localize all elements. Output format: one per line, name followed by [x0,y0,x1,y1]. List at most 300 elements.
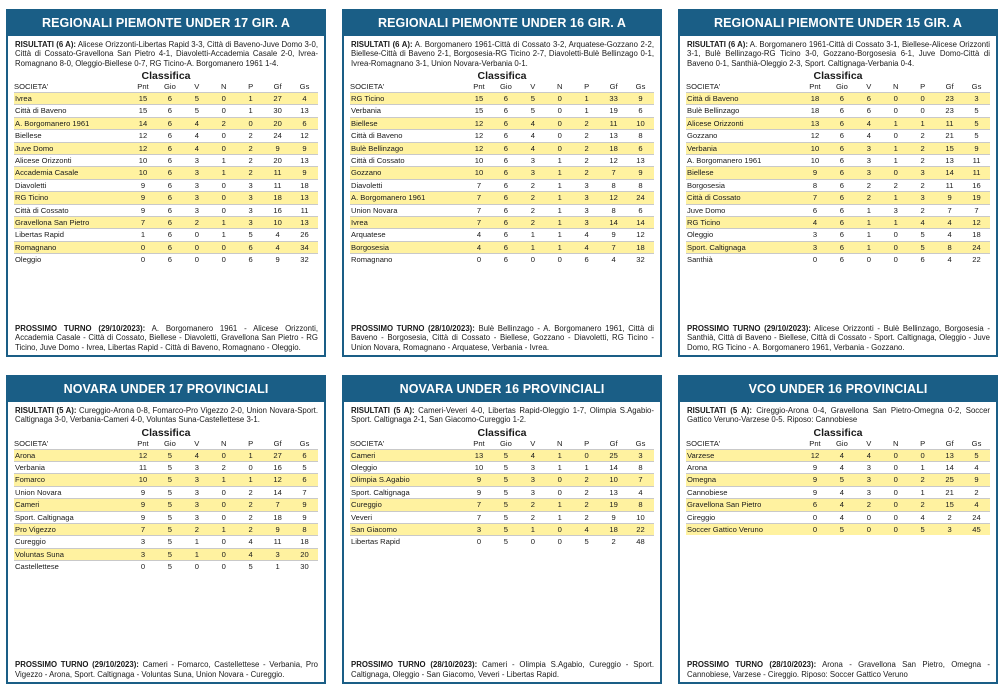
next-round-label: PROSSIMO TURNO (28/10/2023): [351,660,478,670]
column-header: V [866,438,872,448]
team-name: Diavoletti [14,179,130,191]
table-row [350,192,654,204]
column-header: SOCIETA' [686,438,721,448]
team-name: Gravellona San Pietro [686,499,802,511]
panel-title: VCO UNDER 16 PROVINCIALI [680,377,996,402]
stat-cell: 1 [855,216,882,228]
stat-cell: 0 [909,92,936,104]
stat-cell: 5 [963,105,990,117]
team-name: Union Novara [350,204,466,216]
stat-cell: 5 [183,105,210,117]
next-round-body: Alicese Orizzonti - Bulè Bellinzago, Borgosesia - Santhià, Città di Baveno - Biellese, Città di Cossato - Sport. Caltignaga, Oleggio - Juve Domo, RG Ticino - A. Borgomanero 1961, Verbania - Gozzano. [687,324,991,352]
stat-cell: 5 [963,130,990,142]
table-row [14,154,318,166]
stat-cell: 4 [936,216,963,228]
stat-cell: 0 [573,449,600,461]
stat-cell: 18 [600,142,627,154]
column-header: P [584,438,590,448]
stat-cell: 6 [156,254,183,266]
table-row [14,229,318,241]
table-row [350,92,654,104]
stat-cell: 4 [855,117,882,129]
stat-cell: 3 [183,462,210,474]
stat-cell: 1 [546,179,573,191]
stat-cell: 0 [183,561,210,573]
stat-cell: 1 [264,561,291,573]
team-name: A. Borgomanero 1961 [686,154,802,166]
stat-cell: 0 [210,254,237,266]
stat-cell: 5 [156,474,183,486]
stat-cell: 3 [573,204,600,216]
team-name: Cireggio [686,511,802,523]
stat-cell: 4 [828,499,855,511]
stat-cell: 2 [519,511,546,523]
stat-cell: 6 [828,167,855,179]
next-round-label: PROSSIMO TURNO (29/10/2023): [15,660,139,670]
stat-cell: 19 [963,192,990,204]
classifica-title: Classifica [813,426,863,439]
stat-cell: 6 [156,154,183,166]
stat-cell: 6 [828,105,855,117]
column-header: Gf [945,438,954,448]
team-name: Castellettese [14,561,130,573]
stat-cell: 2 [210,462,237,474]
stat-cell: 0 [882,449,909,461]
standings-table [350,82,654,266]
classifica-title: Classifica [813,69,863,82]
next-round-text [687,324,990,352]
team-name: A. Borgomanero 1961 [350,192,466,204]
stat-cell: 1 [210,229,237,241]
stat-cell: 1 [546,167,573,179]
stat-cell: 2 [237,130,264,142]
stat-cell: 6 [492,105,519,117]
stat-cell: 11 [963,154,990,166]
table-row [686,92,990,104]
team-name: Juve Domo [14,142,130,154]
team-name: Ivrea [350,216,466,228]
panel-title: NOVARA UNDER 17 PROVINCIALI [8,377,324,402]
stat-cell: 0 [210,449,237,461]
stat-cell: 25 [936,474,963,486]
table-row [686,130,990,142]
column-header: P [584,81,590,91]
stat-cell: 1 [237,449,264,461]
table-row [350,130,654,142]
team-name: A. Borgomanero 1961 [14,117,130,129]
stat-cell: 2 [909,130,936,142]
stat-cell: 26 [291,229,318,241]
panel-title: REGIONALI PIEMONTE UNDER 15 GIR. A [680,11,996,36]
stat-cell: 1 [183,536,210,548]
stat-cell: 20 [291,548,318,560]
stat-cell: 9 [936,192,963,204]
stat-cell: 2 [573,486,600,498]
stat-cell: 1 [546,241,573,253]
team-name: Arquatese [350,229,466,241]
table-row [14,511,318,523]
stat-cell: 0 [210,511,237,523]
stat-cell: 4 [183,142,210,154]
stat-cell: 9 [963,142,990,154]
stat-cell: 6 [492,154,519,166]
stat-cell: 0 [546,105,573,117]
stat-cell: 20 [264,154,291,166]
stat-cell: 9 [466,474,493,486]
stat-cell: 5 [492,462,519,474]
stat-cell: 9 [264,254,291,266]
team-name: Diavoletti [350,179,466,191]
results-label: RISULTATI (6 A): [15,40,77,49]
classifica-title: Classifica [477,426,527,439]
stat-cell: 6 [492,117,519,129]
table-row [14,548,318,560]
stat-cell: 5 [828,474,855,486]
stat-cell: 1 [210,216,237,228]
team-name: Ivrea [14,92,130,104]
column-header: V [194,81,200,91]
stat-cell: 9 [291,511,318,523]
stat-cell: 4 [828,449,855,461]
stat-cell: 4 [909,511,936,523]
team-name: Union Novara [14,486,130,498]
column-header: N [221,81,227,91]
stat-cell: 2 [183,524,210,536]
stat-cell: 2 [909,474,936,486]
stat-cell: 4 [466,241,493,253]
stat-cell: 2 [237,486,264,498]
stat-cell: 12 [264,474,291,486]
stat-cell: 0 [519,536,546,548]
stat-cell: 2 [909,154,936,166]
stat-cell: 1 [546,204,573,216]
stat-cell: 5 [492,449,519,461]
stat-cell: 3 [882,204,909,216]
stat-cell: 11 [936,117,963,129]
next-round-text [15,660,318,679]
stat-cell: 18 [291,536,318,548]
stat-cell: 10 [627,511,654,523]
stat-cell: 3 [183,204,210,216]
stat-cell: 2 [519,216,546,228]
stat-cell: 9 [802,486,829,498]
team-name: Città di Cossato [686,192,802,204]
column-header: SOCIETA' [14,81,49,91]
stat-cell: 2 [855,499,882,511]
stat-cell: 8 [936,241,963,253]
stat-cell: 15 [466,105,493,117]
stat-cell: 3 [183,499,210,511]
stat-cell: 8 [627,462,654,474]
stat-cell: 0 [546,142,573,154]
stat-cell: 1 [519,229,546,241]
stat-cell: 0 [546,130,573,142]
table-row [14,524,318,536]
team-name: Sport. Caltignaga [686,241,802,253]
stat-cell: 1 [210,167,237,179]
stat-cell: 13 [627,154,654,166]
stat-cell: 6 [802,499,829,511]
stat-cell: 7 [130,216,157,228]
stat-cell: 6 [828,130,855,142]
stat-cell: 1 [519,241,546,253]
stat-cell: 3 [909,167,936,179]
stat-cell: 12 [600,192,627,204]
stat-cell: 2 [210,117,237,129]
table-header-row [350,82,654,93]
stat-cell: 20 [264,117,291,129]
stat-cell: 18 [802,105,829,117]
stat-cell: 6 [492,130,519,142]
table-row [686,179,990,191]
stat-cell: 7 [264,499,291,511]
stat-cell: 9 [130,499,157,511]
stat-cell: 10 [466,154,493,166]
stat-cell: 3 [237,179,264,191]
stat-cell: 6 [828,179,855,191]
stat-cell: 12 [466,117,493,129]
stat-cell: 19 [600,105,627,117]
team-name: Città di Baveno [14,105,130,117]
team-name: Arona [686,462,802,474]
stat-cell: 0 [130,254,157,266]
stat-cell: 1 [573,462,600,474]
stat-cell: 4 [802,216,829,228]
stat-cell: 9 [600,229,627,241]
table-row [14,130,318,142]
column-header: P [920,81,926,91]
stat-cell: 1 [882,142,909,154]
stat-cell: 9 [627,92,654,104]
stat-cell: 14 [130,117,157,129]
table-row [686,167,990,179]
stat-cell: 14 [600,216,627,228]
stat-cell: 0 [855,524,882,536]
stat-cell: 5 [237,561,264,573]
stat-cell: 5 [156,524,183,536]
column-header: Gs [971,438,982,448]
stat-cell: 30 [264,105,291,117]
stat-cell: 12 [291,130,318,142]
results-body: A. Borgomanero 1961-Città di Cossato 3-1, Biellese-Alicese Orizzonti 3-1, Bulè Bellinzago-RG Ticino 3-0, Gozzano-Borgosesia 6-1, Juve Domo-Città di Baveno 0-1, Santhià-Oleggio 2-3, Sport. Caltignaga-Verbania 0-4. [687,40,990,68]
table-row [686,154,990,166]
stat-cell: 6 [828,216,855,228]
table-row [350,179,654,191]
stat-cell: 5 [963,449,990,461]
standings-table [686,439,990,536]
column-header: Pnt [809,81,821,91]
stat-cell: 10 [264,216,291,228]
column-header: Gs [635,81,646,91]
stat-cell: 5 [156,561,183,573]
stat-cell: 1 [183,548,210,560]
stat-cell: 11 [264,167,291,179]
standings-table [686,82,990,266]
table-row [14,561,318,573]
results-label: RISULTATI (6 A): [351,40,413,49]
stat-cell: 0 [882,511,909,523]
stat-cell: 2 [600,536,627,548]
stat-cell: 9 [466,486,493,498]
stat-cell: 2 [237,167,264,179]
stat-cell: 48 [627,536,654,548]
stat-cell: 0 [882,524,909,536]
column-header: Gf [273,81,282,91]
stat-cell: 10 [802,154,829,166]
team-name: Verbania [350,105,466,117]
stat-cell: 0 [210,204,237,216]
stat-cell: 2 [573,130,600,142]
table-row [350,474,654,486]
stat-cell: 3 [130,536,157,548]
column-header: Pnt [137,438,149,448]
stat-cell: 3 [936,524,963,536]
stat-cell: 27 [264,92,291,104]
stat-cell: 0 [882,474,909,486]
stat-cell: 7 [802,192,829,204]
stat-cell: 4 [828,462,855,474]
stat-cell: 1 [546,216,573,228]
column-header: P [920,438,926,448]
stat-cell: 0 [183,229,210,241]
stat-cell: 9 [130,511,157,523]
stat-cell: 32 [627,254,654,266]
stat-cell: 13 [936,449,963,461]
stat-cell: 6 [492,216,519,228]
stat-cell: 0 [546,524,573,536]
stat-cell: 25 [600,449,627,461]
stat-cell: 33 [600,92,627,104]
stat-cell: 5 [156,486,183,498]
table-row [686,254,990,266]
stat-cell: 6 [492,204,519,216]
stat-cell: 2 [237,142,264,154]
team-name: Veveri [350,511,466,523]
stat-cell: 6 [492,229,519,241]
team-name: Cureggio [350,499,466,511]
table-row [14,241,318,253]
stat-cell: 4 [183,449,210,461]
team-name: Bulè Bellinzago [350,142,466,154]
column-header: N [893,81,899,91]
team-name: Biellese [686,167,802,179]
stat-cell: 27 [264,449,291,461]
next-round-body: A. Borgomanero 1961 - Alicese Orizzonti, Accademia Casale - Città di Cossato, Biellese - Diavoletti, Gravellona San Pietro - RG Ticino, Juve Domo - Ivrea, Libertas Rapid - Città di Baveno, Romagnano - Oleggio. [15,324,319,352]
stat-cell: 9 [291,142,318,154]
table-row [350,511,654,523]
stat-cell: 13 [936,154,963,166]
stat-cell: 12 [466,142,493,154]
stat-cell: 2 [909,179,936,191]
team-name: Alicese Orizzonti [686,117,802,129]
stat-cell: 4 [291,92,318,104]
stat-cell: 6 [828,154,855,166]
stat-cell: 4 [828,486,855,498]
table-row [686,462,990,474]
stat-cell: 0 [909,449,936,461]
column-header: V [866,81,872,91]
table-row [14,192,318,204]
stat-cell: 6 [156,130,183,142]
stat-cell: 23 [936,92,963,104]
column-header: Gio [835,81,848,91]
table-row [350,524,654,536]
stat-cell: 6 [237,254,264,266]
results-label: RISULTATI (5 A): [351,406,415,415]
stat-cell: 10 [802,142,829,154]
stat-cell: 1 [909,117,936,129]
team-name: Alicese Orizzonti [14,154,130,166]
stat-cell: 5 [492,524,519,536]
team-name: Borgosesia [686,179,802,191]
results-text [344,36,660,68]
standings-table [14,439,318,573]
stat-cell: 9 [264,142,291,154]
stat-cell: 13 [466,449,493,461]
table-row [686,511,990,523]
stat-cell: 14 [264,486,291,498]
stat-cell: 3 [573,192,600,204]
stat-cell: 4 [573,524,600,536]
stat-cell: 5 [519,105,546,117]
column-header: N [557,81,563,91]
stat-cell: 2 [909,204,936,216]
results-body: Cureggio-Arona 0-8, Fomarco-Pro Vigezzo 2-0, Union Novara-Sport. Caltignaga 3-0, Verbania-Cameri 4-0, Voluntas Suna-Castellettese 3-1. [15,406,318,425]
stat-cell: 7 [600,241,627,253]
table-row [686,192,990,204]
stat-cell: 1 [855,241,882,253]
stat-cell: 2 [909,142,936,154]
stat-cell: 6 [627,105,654,117]
stat-cell: 0 [183,241,210,253]
team-name: Città di Baveno [686,92,802,104]
stat-cell: 19 [600,499,627,511]
stat-cell: 9 [130,192,157,204]
stat-cell: 0 [882,254,909,266]
stat-cell: 15 [936,142,963,154]
next-round-text [15,324,318,352]
stat-cell: 15 [130,92,157,104]
stat-cell: 3 [237,204,264,216]
stat-cell: 5 [573,536,600,548]
stat-cell: 6 [802,204,829,216]
table-header-row [686,82,990,93]
stat-cell: 18 [963,229,990,241]
team-name: San Giacomo [350,524,466,536]
stat-cell: 10 [130,167,157,179]
stat-cell: 9 [802,462,829,474]
table-row [350,462,654,474]
stat-cell: 0 [882,499,909,511]
stat-cell: 18 [264,192,291,204]
column-header: Gs [299,81,310,91]
stat-cell: 12 [963,216,990,228]
stat-cell: 24 [963,511,990,523]
stat-cell: 1 [882,192,909,204]
table-row [686,474,990,486]
stat-cell: 4 [936,254,963,266]
panel-title: NOVARA UNDER 16 PROVINCIALI [344,377,660,402]
stat-cell: 3 [183,192,210,204]
table-row [686,117,990,129]
stat-cell: 9 [627,167,654,179]
stat-cell: 1 [909,462,936,474]
stat-cell: 5 [156,449,183,461]
stat-cell: 8 [627,499,654,511]
team-name: Accademia Casale [14,167,130,179]
stat-cell: 4 [600,254,627,266]
stat-cell: 6 [156,192,183,204]
